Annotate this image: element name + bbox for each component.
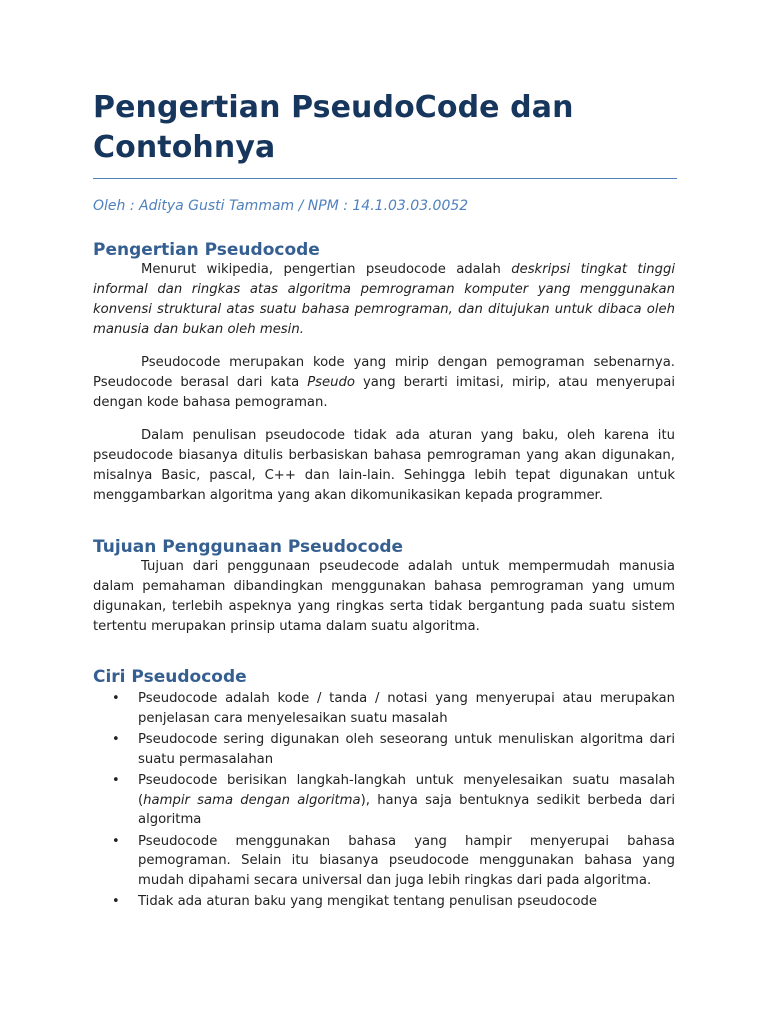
italic-term-pseudo: Pseudo xyxy=(307,375,355,390)
bullet-icon: • xyxy=(112,833,120,849)
paragraph-goal: Tujuan dari penggunaan pseudecode adalah untuk mempermudah manusia dalam pemahaman dibandingkan menggunakan bahasa pemrograman yang umum digunakan, terlebih aspeknya yang ringkas serta tidak bergantung pada suatu sistem tertentu merupakan prinsip utama dalam suatu algoritma. xyxy=(93,559,675,634)
heading-tujuan: Tujuan Penggunaan Pseudocode xyxy=(93,537,404,557)
traits-list xyxy=(93,689,675,912)
list-item-text xyxy=(138,773,675,827)
heading-pengertian: Pengertian Pseudocode xyxy=(93,240,320,260)
list-item xyxy=(93,771,675,830)
bullet-icon: • xyxy=(112,691,120,706)
list-item-text: Pseudocode sering digunakan oleh seseorang untuk menuliskan algoritma dari suatu permasalahan xyxy=(138,732,675,767)
list-item-text: Pseudocode adalah kode / tanda / notasi yang menyerupai atau merupakan penjelasan cara menyelesaikan suatu masalah xyxy=(138,691,675,726)
list-item-text: Pseudocode menggunakan bahasa yang hampir menyerupai bahasa pemograman. Selain itu biasanya pseudocode menggunakan bahasa yang mudah dipahami secara universal dan juga lebih ringkas dari pada algoritma. xyxy=(138,833,675,888)
list-item xyxy=(93,832,675,891)
list-item-text: Tidak ada aturan baku yang mengikat tentang penulisan pseudocode xyxy=(138,894,598,909)
document-page xyxy=(93,0,675,912)
list-item xyxy=(93,730,675,769)
italic-definition: deskripsi tingkat tinggi informal dan ringkas atas algoritma pemrograman komputer yang menggunakan konvensi struktural atas suatu bahasa pemrograman, dan ditujukan untuk dibaca oleh manusia dan bukan oleh mesin. xyxy=(93,262,675,337)
list-item-text-part: Pseudocode berisikan langkah-langkah untuk menyelesaikan suatu masalah ( xyxy=(138,773,675,808)
document-title: Pengertian PseudoCode dan Contohnya xyxy=(93,90,574,165)
title-underline xyxy=(93,178,677,179)
heading-ciri: Ciri Pseudocode xyxy=(93,667,247,687)
paragraph-definition-3: Dalam penulisan pseudocode tidak ada aturan yang baku, oleh karena itu pseudocode biasanya ditulis berbasiskan bahasa pemrograman yang akan digunakan, misalnya Basic, pascal, C++ dan lain-lain. Sehingga lebih tepat digunakan untuk menggambarkan algoritma yang akan dikomunikasikan kepada programmer. xyxy=(93,428,675,503)
bullet-icon: • xyxy=(112,894,120,909)
paragraph-text: Pseudocode merupakan kode yang mirip dengan pemograman sebenarnya. Pseudocode berasal dari kata xyxy=(93,355,675,390)
bullet-icon: • xyxy=(112,732,120,747)
bullet-icon: • xyxy=(112,773,120,788)
paragraph-text: Menurut wikipedia, pengertian pseudocode adalah xyxy=(141,262,512,277)
paragraph-text: yang berarti imitasi, mirip, atau menyerupai dengan kode bahasa pemograman. xyxy=(93,375,675,410)
paragraph-definition-1 xyxy=(93,260,675,340)
paragraph-definition-2 xyxy=(93,353,675,413)
list-item xyxy=(93,689,675,728)
list-item xyxy=(93,892,675,912)
list-item-text-part: ), hanya saja bentuknya sedikit berbeda dari algoritma xyxy=(138,792,676,827)
italic-phrase: hampir sama dengan algoritma xyxy=(143,792,361,808)
author-byline: Oleh : Aditya Gusti Tammam / NPM : 14.1.03.03.0052 xyxy=(93,198,469,214)
